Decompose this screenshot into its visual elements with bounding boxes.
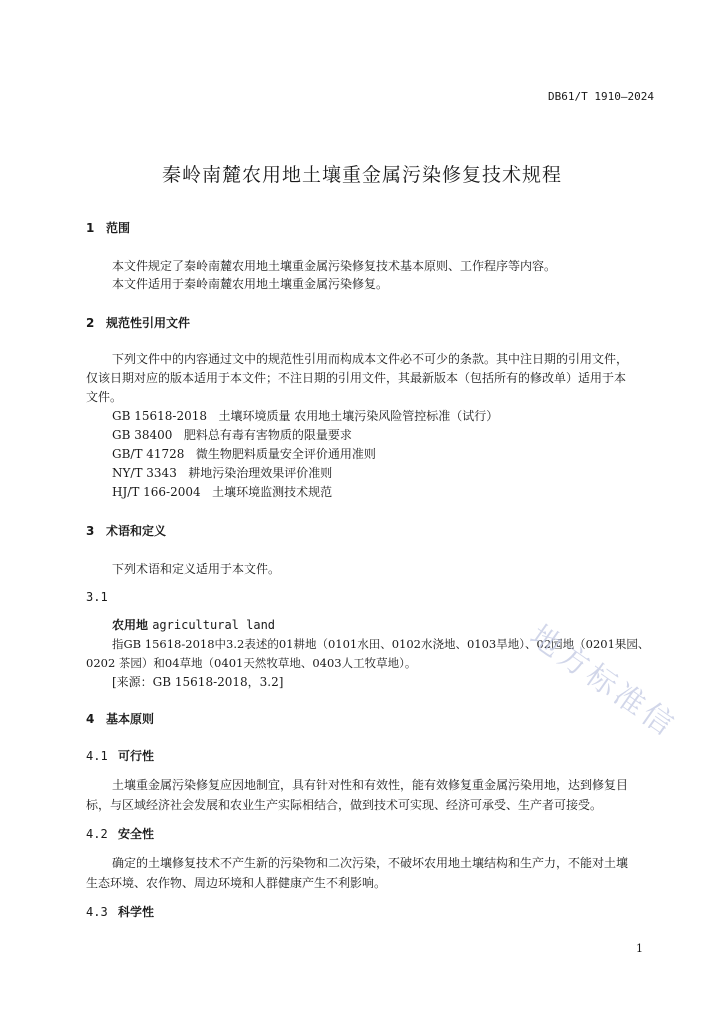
reference-title: 微生物肥料质量安全评价通用准则 [195, 447, 376, 461]
term-chinese: 农用地 [112, 618, 149, 632]
reference-title: 肥料总有毒有害物质的限量要求 [183, 428, 352, 442]
reference-title: 土壤环境监测技术规范 [212, 485, 333, 499]
section-title: 术语和定义 [106, 524, 167, 538]
reference-item [112, 408, 498, 424]
subsection-title: 安全性 [118, 827, 155, 841]
clause-number: 3.1 [86, 590, 108, 604]
section-4-heading [86, 711, 154, 727]
section-1-heading [86, 220, 130, 236]
section-2-heading [86, 315, 190, 331]
section-number: 4 [86, 712, 95, 726]
paragraph: 土壤重金属污染修复应因地制宜，具有针对性和有效性，能有效修复重金属污染用地，达到修复目 [112, 778, 629, 792]
subsection-title: 科学性 [118, 905, 155, 919]
section-number: 2 [86, 316, 95, 330]
paragraph: 标，与区域经济社会发展和农业生产实际相结合，做到技术可实现、经济可承受、生产者可接受。 [86, 798, 603, 812]
reference-code: NY/T 3343 [112, 466, 177, 480]
reference-code: GB 38400 [112, 428, 173, 442]
paragraph: 仅该日期对应的版本适用于本文件；不注日期的引用文件，其最新版本（包括所有的修改单）适用于本 [86, 371, 627, 385]
paragraph: 本文件规定了秦岭南麓农用地土壤重金属污染修复技术基本原则、工作程序等内容。 [112, 259, 557, 273]
source-note: [来源：GB 15618-2018，3.2] [112, 675, 284, 689]
reference-code: GB/T 41728 [112, 447, 185, 461]
document-code: DB61/T 1910—2024 [548, 90, 654, 103]
section-title: 基本原则 [106, 712, 155, 726]
subsection-4-3-heading [86, 904, 154, 920]
definition: 指GB 15618-2018中3.2表述的01耕地（0101水田、0102水浇地、0103旱地）、02园地（0201果园、 [112, 637, 650, 651]
paragraph: 下列术语和定义适用于本文件。 [112, 562, 281, 576]
reference-item [112, 484, 332, 500]
reference-code: GB 15618-2018 [112, 409, 207, 423]
clause-number: 4.3 [86, 905, 108, 919]
paragraph: 本文件适用于秦岭南麓农用地土壤重金属污染修复。 [112, 277, 389, 291]
paragraph: 确定的土壤修复技术不产生新的污染物和二次污染，不破坏农用地土壤结构和生产力，不能对土壤 [112, 856, 629, 870]
page-number: 1 [636, 942, 643, 955]
reference-title: 土壤环境质量 农用地土壤污染风险管控标准（试行） [218, 409, 499, 423]
watermark-stamp: 地方标准信 [523, 618, 683, 745]
reference-title: 耕地污染治理效果评价准则 [188, 466, 333, 480]
definition: 0202 茶园）和04草地（0401天然牧草地、0403人工牧草地）。 [86, 656, 417, 670]
clause-number: 4.1 [86, 749, 108, 763]
paragraph: 下列文件中的内容通过文中的规范性引用而构成本文件必不可少的条款。其中注日期的引用文件， [112, 352, 629, 366]
section-number: 1 [86, 221, 95, 235]
reference-item [112, 465, 332, 481]
term-entry [112, 617, 275, 633]
subsection-title: 可行性 [118, 749, 155, 763]
document-title: 秦岭南麓农用地土壤重金属污染修复技术规程 [161, 164, 562, 186]
subsection-4-1-heading [86, 748, 154, 764]
clause-number: 4.2 [86, 827, 108, 841]
subsection-4-2-heading [86, 826, 154, 842]
section-title: 规范性引用文件 [106, 316, 191, 330]
term-english: agricultural land [152, 618, 276, 632]
reference-item [112, 427, 352, 443]
section-3-heading [86, 523, 166, 539]
reference-item [112, 446, 376, 462]
section-title: 范围 [106, 221, 131, 235]
paragraph: 文件。 [86, 390, 123, 404]
paragraph: 生态环境、农作物、周边环境和人群健康产生不利影响。 [86, 876, 387, 890]
reference-code: HJ/T 166-2004 [112, 485, 201, 499]
section-number: 3 [86, 524, 95, 538]
